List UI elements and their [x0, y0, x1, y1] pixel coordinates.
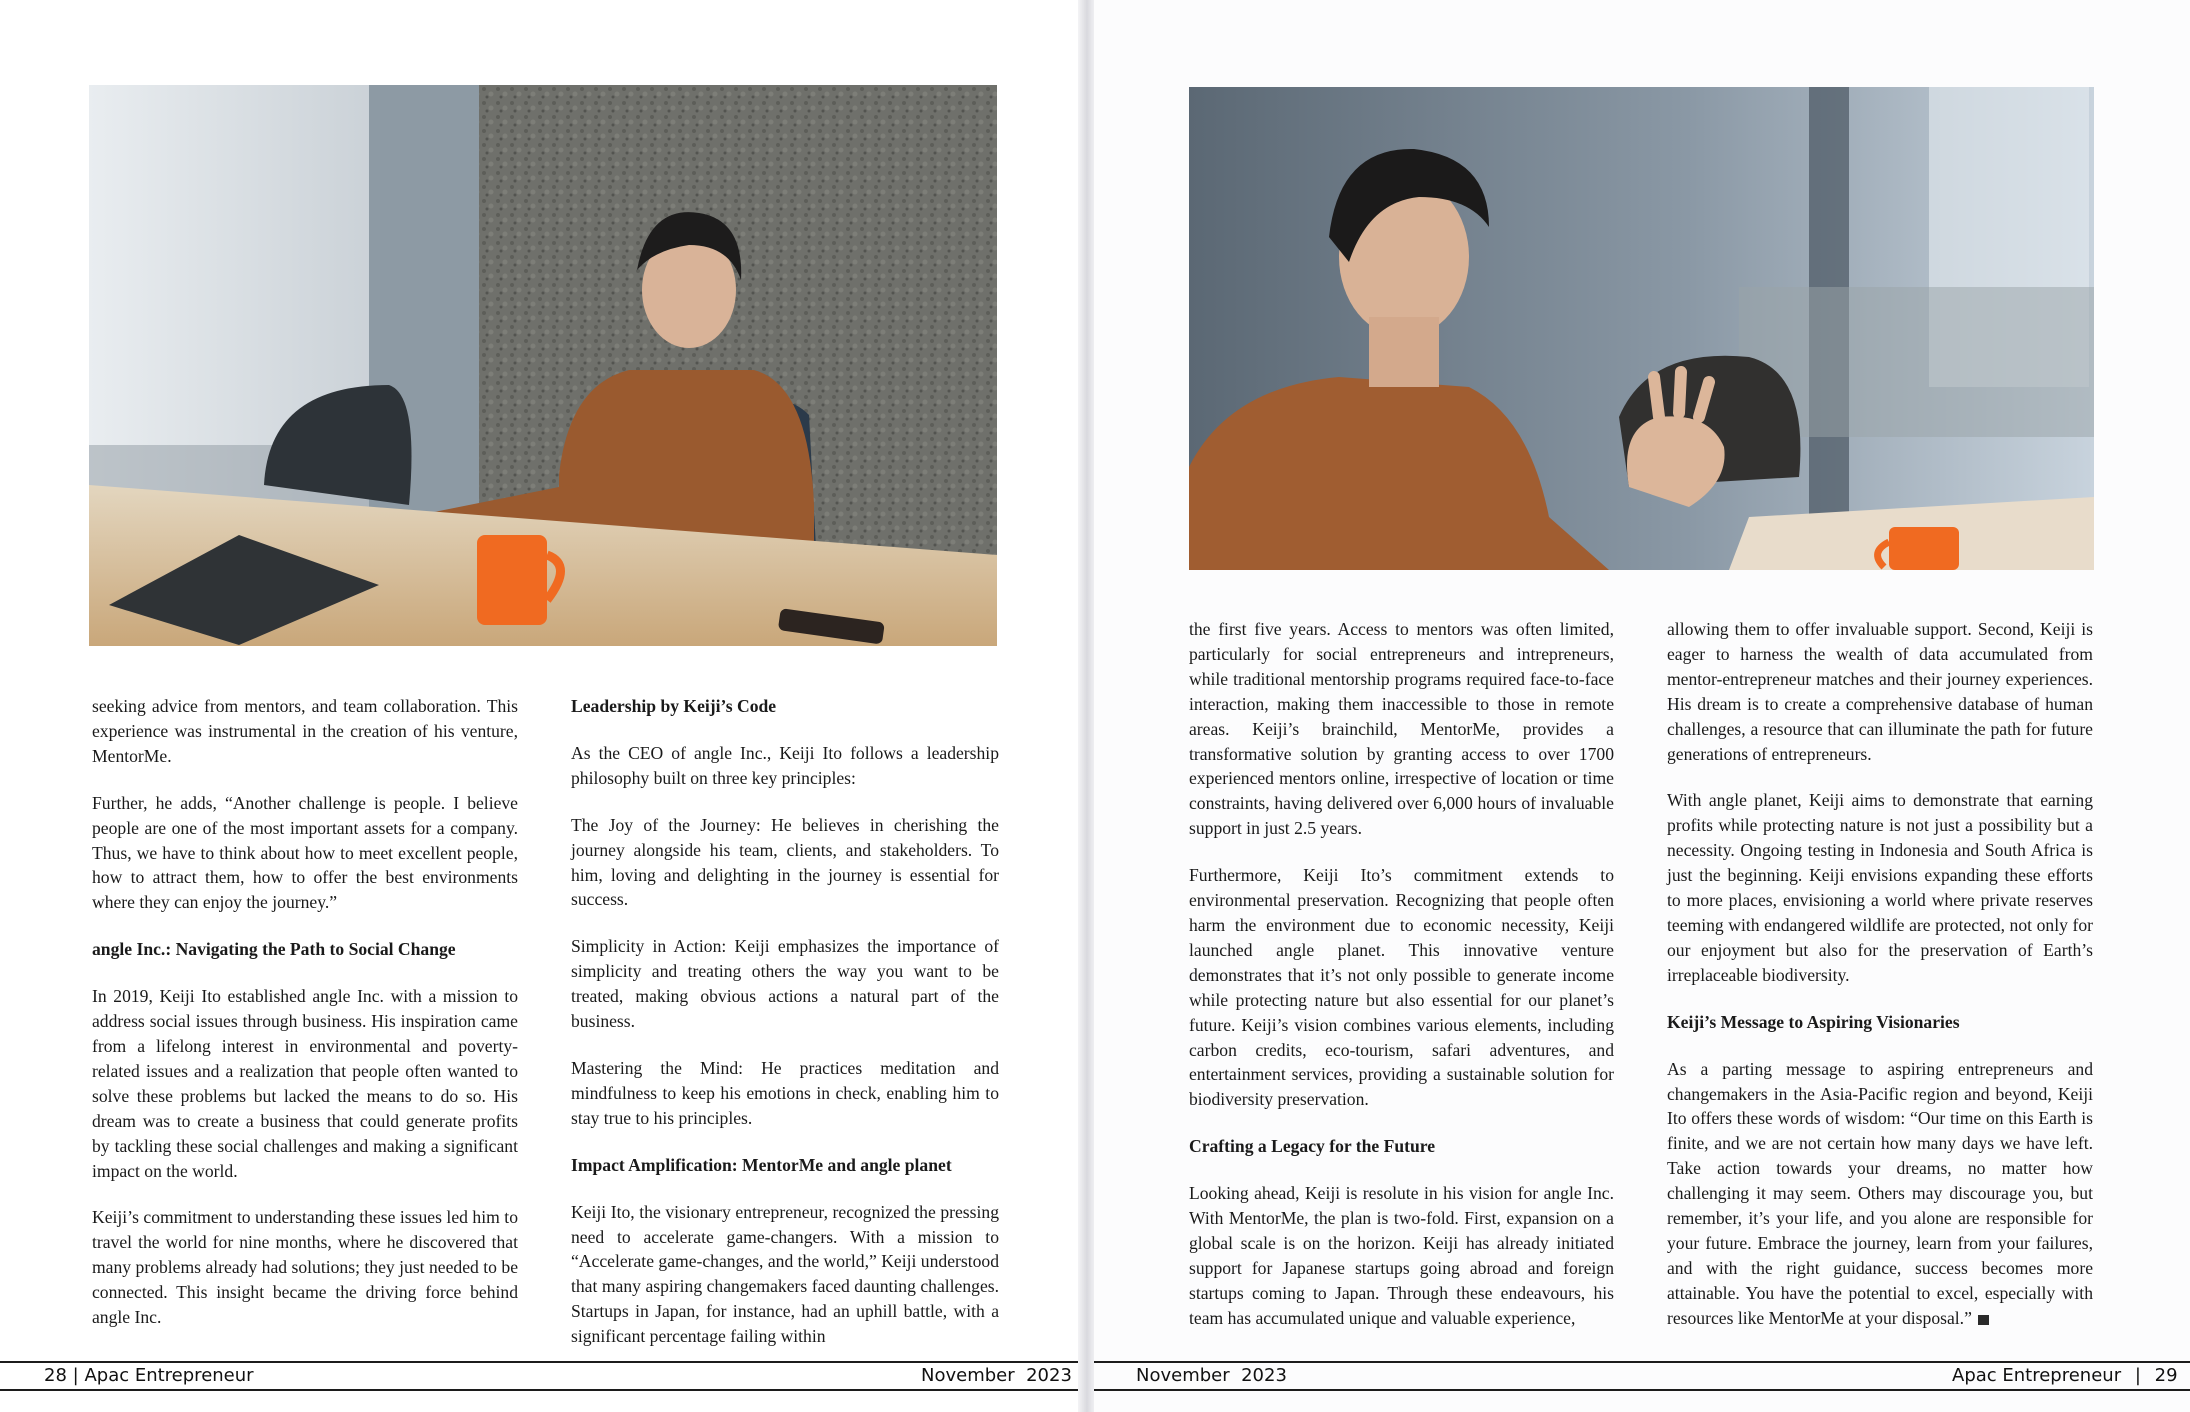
left-page [0, 0, 1084, 1412]
left-footer-folio [44, 1363, 254, 1389]
right-footer-rule-bottom [1094, 1389, 2190, 1391]
office-scene-illustration [89, 85, 997, 646]
paragraph-2019-founding: In 2019, Keiji Ito established angle Inc. with a mission to address social issues through business. His inspiration came from a lifelong interest in environmental and poverty-related issues and a realization that people often wanted to solve these problems but lacked the means to do so. His dream was to create a business that could generate profits by tackling these social challenges and making a significant impact on the world. [92, 986, 518, 1181]
heading-crafting-legacy: Crafting a Legacy for the Future [1189, 1136, 1436, 1157]
heading-angle-inc: angle Inc.: Navigating the Path to Social Change [92, 939, 456, 960]
paragraph-visionary: Keiji Ito, the visionary entrepreneur, recognized the pressing need to accelerate game-changers. With a mission to “Accelerate game-changes, and the world,” Keiji understood that many aspiring changemakers faced daunting challenges. Startups in Japan, for instance, had an uphill battle, with a significant percentage failing within [571, 1201, 999, 1347]
paragraph-mentors: seeking advice from mentors, and team collaboration. This experience was instrumental in the creation of his venture, MentorMe. [92, 696, 518, 766]
right-column-1 [1189, 617, 1614, 1353]
left-page-photo [89, 85, 997, 646]
publication-name: Apac Entrepreneur [84, 1365, 254, 1386]
heading-leadership-code: Leadership by Keiji’s Code [571, 696, 777, 716]
paragraph-joy-of-journey: The Joy of the Journey: He believes in cherishing the journey alongside his team, clients, and stakeholders. To him, loving and delighting in the journey is essential for success. [571, 814, 999, 910]
end-of-article-icon [1978, 1315, 1989, 1325]
paragraph-ceo-philosophy: As the CEO of angle Inc., Keiji Ito follows a leadership philosophy built on three key principles: [571, 742, 999, 788]
folio-separator: | [72, 1365, 79, 1386]
folio-separator: | [2134, 1365, 2141, 1386]
paragraph-first-five-years: the first five years. Access to mentors was often limited, particularly for social entrepreneurs and intrepreneurs, while traditional mentorship programs required face-to-face interaction, making them inaccessible to those in remote areas. Keiji’s brainchild, MentorMe, provides a transformative solution by granting access to over 1700 experienced mentors online, irrespective of location or time constraints, having delivered over 6,000 hours of invaluable support in just 2.5 years. [1189, 619, 1614, 839]
paragraph-parting-message [1667, 1057, 2093, 1331]
publication-name: Apac Entrepreneur [1952, 1365, 2122, 1386]
paragraph-invaluable-support: allowing them to offer invaluable support. Second, Keiji is eager to harness the wealth of data accumulated from mentor-entrepreneur matches and their journey experiences. His dream is to create a comprehensive database of human challenges, a resource that can illuminate the path for future generations of entrepreneurs. [1667, 619, 2093, 764]
paragraph-simplicity: Simplicity in Action: Keiji emphasizes the importance of simplicity and treating others the way you want to be treated, making obvious actions a natural part of the business. [571, 936, 999, 1032]
page-number: 29 [2154, 1365, 2178, 1386]
right-footer-issue-date: November 2023 [1136, 1365, 1287, 1386]
paragraph-world-travel: Keiji’s commitment to understanding these issues led him to travel the world for nine months, where he discovered that many problems already had solutions; they just needed to be connected. This insight became the driving force behind angle Inc. [92, 1207, 518, 1328]
page-number: 28 [44, 1365, 67, 1386]
parting-message-text: As a parting message to aspiring entrepreneurs and changemakers in the Asia-Pacific region and beyond, Keiji Ito offers these words of wisdom: “Our time on this Earth is finite, and we are not certain how many days we have left. Take action towards your dreams, no matter how challenging it may seem. Others may discourage you, but remember, it’s your life, and you alone are responsible for your future. Embrace the journey, learn from your failures, and with the right guidance, success becomes more attainable. You have the potential to excel, especially with resources like MentorMe at your disposal.” [1667, 1058, 2093, 1328]
heading-impact-amplification: Impact Amplification: MentorMe and angle planet [571, 1154, 952, 1175]
left-column-2 [571, 694, 999, 1371]
left-column-1 [92, 694, 518, 1352]
left-footer-issue-date: November 2023 [921, 1365, 1072, 1386]
right-column-2 [1667, 617, 2093, 1353]
right-footer-folio [1952, 1363, 2178, 1389]
right-page-photo [1189, 87, 2094, 570]
paragraph-mastering-mind: Mastering the Mind: He practices meditation and mindfulness to keep his emotions in check, enabling him to stay true to his principles. [571, 1057, 999, 1128]
right-page [1094, 0, 2190, 1412]
paragraph-people-challenge: Further, he adds, “Another challenge is people. I believe people are one of the most important assets for a company. Thus, we have to think about how to meet excellent people, how to attract them, how to offer the best environments where they can enjoy the journey.” [92, 792, 518, 913]
paragraph-looking-ahead: Looking ahead, Keiji is resolute in his vision for angle Inc. With MentorMe, the plan is two-fold. First, expansion on a global scale is on the horizon. Keiji has already initiated support for Japanese startups going abroad and foreign startups coming to Japan. Through these endeavours, his team has accumulated unique and valuable experience, [1189, 1183, 1614, 1328]
paragraph-environmental-preservation: Furthermore, Keiji Ito’s commitment extends to environmental preservation. Recognizing that people often harm the environment due to economic necessity, Keiji launched angle planet. This innovative venture demonstrates that it’s not only possible to generate income while protecting nature but also essential for our planet’s future. Keiji’s vision combines various elements, including carbon credits, eco-tourism, safari adventures, and entertainment services, providing a sustainable solution for biodiversity preservation. [1189, 865, 1614, 1110]
left-footer-rule-bottom [0, 1389, 1078, 1391]
paragraph-angle-planet: With angle planet, Keiji aims to demonstrate that earning profits while protecting nature is not just a possibility but a necessity. Ongoing testing in Indonesia and South Africa is just the beginning. Keiji envisions expanding these efforts to more places, envisioning a world where private reserves teeming with endangered wildlife are protected, not only for our enjoyment but also for the preservation of Earth’s irreplaceable biodiversity. [1667, 790, 2093, 985]
interview-scene-illustration [1189, 87, 2094, 570]
heading-message-visionaries: Keiji’s Message to Aspiring Visionaries [1667, 1011, 1960, 1032]
